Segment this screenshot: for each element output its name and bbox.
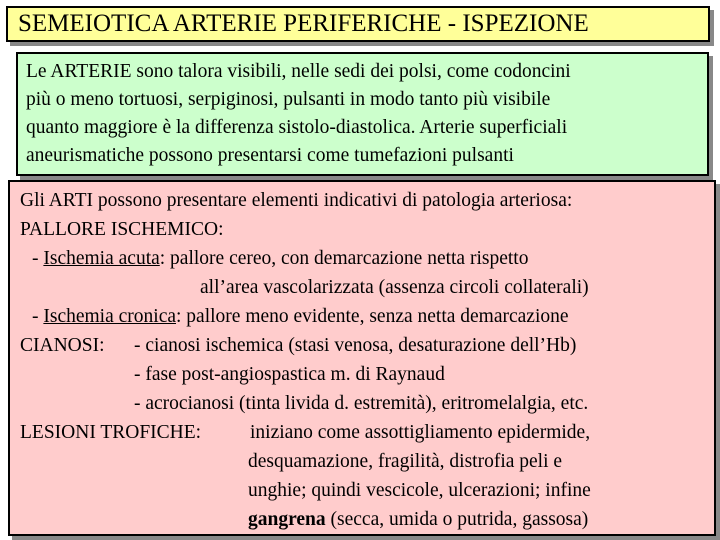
intro-line: quanto maggiore è la differenza sistolo-diastolica. Arterie superficiali: [26, 117, 568, 138]
limbs-intro-line: Gli ARTI possono presentare elementi indicativi di patologia arteriosa:: [20, 190, 573, 211]
title-box: [6, 6, 710, 42]
ischemia-cronica-term: Ischemia cronica: [43, 306, 177, 327]
gangrena-text: (secca, umida o putrida, gassosa): [325, 509, 589, 530]
ischemia-acuta-cont: all’area vascolarizzata (assenza circoli collaterali): [200, 277, 589, 298]
intro-line: Le ARTERIE sono talora visibili, nelle sedi dei polsi, come codoncini: [26, 61, 571, 82]
page-title: SEMEIOTICA ARTERIE PERIFERICHE - ISPEZIONE: [18, 10, 589, 37]
ischemia-cronica-line: [32, 302, 569, 331]
acuta-prefix: -: [32, 248, 44, 269]
cronica-prefix: -: [32, 306, 44, 327]
lesioni-line: iniziano come assottigliamento epidermide,: [250, 422, 591, 443]
cianosi-item: - acrocianosi (tinta livida d. estremità), eritromelalgia, etc.: [134, 393, 589, 414]
pallore-heading: PALLORE ISCHEMICO:: [20, 219, 224, 240]
cianosi-item: - cianosi ischemica (stasi venosa, desaturazione dell’Hb): [134, 335, 577, 356]
intro-line: aneurismatiche possono presentarsi come tumefazioni pulsanti: [26, 145, 514, 166]
ischemia-acuta-line: [32, 244, 528, 273]
lesioni-line: unghie; quindi vescicole, ulcerazioni; infine: [248, 480, 591, 501]
ischemia-cronica-text: : pallore meno evidente, senza netta demarcazione: [176, 306, 569, 327]
gangrena-line: [248, 505, 588, 534]
gangrena-term: gangrena: [248, 509, 326, 530]
intro-line: più o meno tortuosi, serpiginosi, pulsanti in modo tanto più visibile: [26, 89, 551, 110]
cianosi-item: - fase post-angiospastica m. di Raynaud: [134, 364, 445, 385]
lesioni-heading: LESIONI TROFICHE:: [20, 422, 202, 443]
ischemia-acuta-text: : pallore cereo, con demarcazione netta rispetto: [159, 248, 529, 269]
ischemia-acuta-term: Ischemia acuta: [43, 248, 160, 269]
limbs-box: [8, 180, 716, 536]
cianosi-heading: CIANOSI:: [20, 335, 105, 356]
lesioni-line: desquamazione, fragilità, distrofia peli e: [248, 451, 563, 472]
intro-box: [16, 52, 709, 176]
